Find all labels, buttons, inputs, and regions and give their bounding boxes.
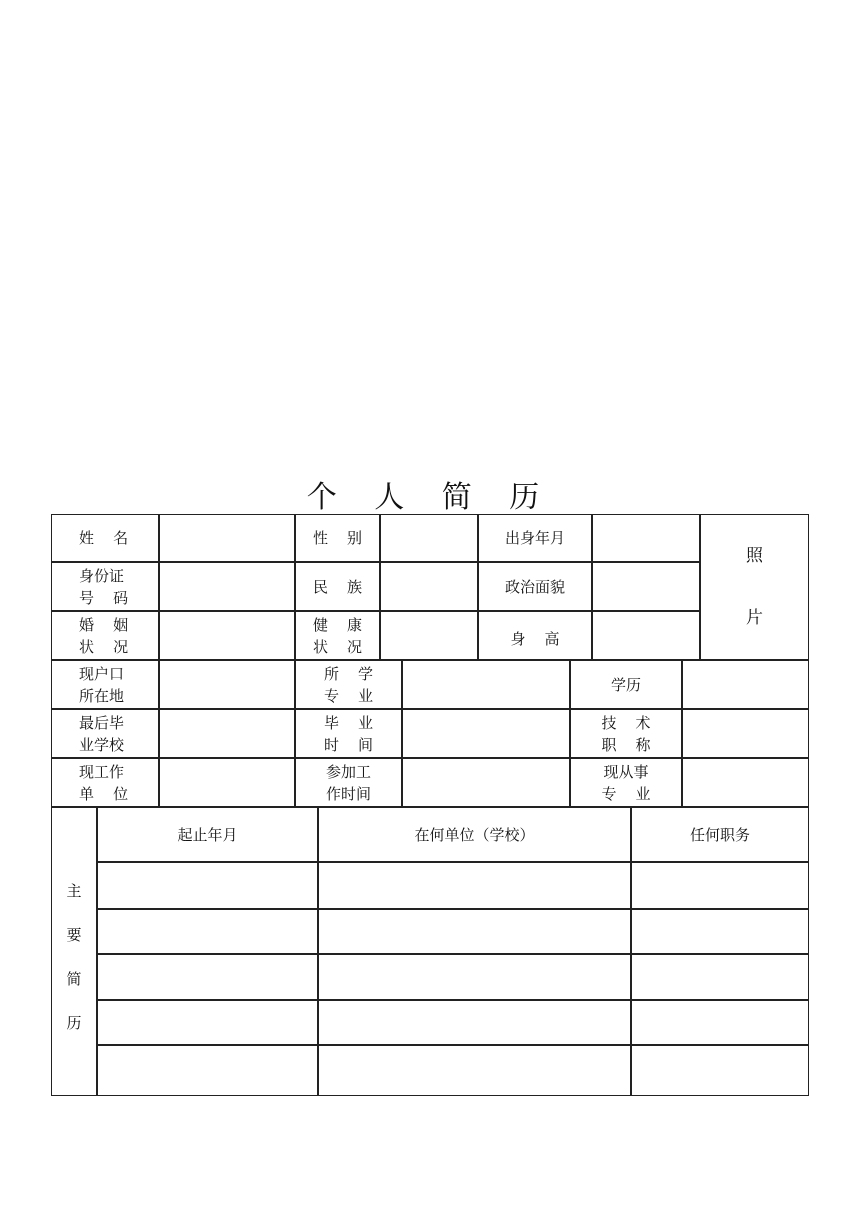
input-tech-title[interactable] <box>682 709 809 758</box>
history-side-label <box>51 807 97 1096</box>
label-grad-time <box>295 709 402 758</box>
label-text: 毕 业 时 间 <box>323 713 374 754</box>
label-text: 最后毕 业学校 <box>79 713 125 754</box>
label-residence <box>51 660 159 709</box>
label-text: 出身年月 <box>504 529 565 547</box>
label-text: 身份证 号 码 <box>79 566 129 607</box>
history-cell[interactable] <box>97 1000 318 1045</box>
label-text: 健 康 状 况 <box>312 615 363 656</box>
history-cell[interactable] <box>97 1045 318 1096</box>
label-profession <box>570 758 682 807</box>
history-cell[interactable] <box>318 1045 631 1096</box>
history-cell[interactable] <box>631 862 809 909</box>
label-work-start <box>295 758 402 807</box>
label-ethnicity <box>295 562 380 611</box>
label-text: 身 高 <box>510 629 560 648</box>
label-text: 婚 姻 状 况 <box>79 615 129 656</box>
label-health <box>295 611 380 660</box>
input-workplace[interactable] <box>159 758 295 807</box>
input-political[interactable] <box>592 562 700 611</box>
input-grad-time[interactable] <box>402 709 570 758</box>
label-id-number <box>51 562 159 611</box>
label-birth <box>478 514 592 562</box>
label-tech-title <box>570 709 682 758</box>
label-text: 现工作 单 位 <box>79 762 129 803</box>
input-profession[interactable] <box>682 758 809 807</box>
input-residence[interactable] <box>159 660 295 709</box>
input-marital[interactable] <box>159 611 295 660</box>
history-cell[interactable] <box>318 954 631 1000</box>
input-height[interactable] <box>592 611 700 660</box>
label-text: 任何职务 <box>689 825 750 844</box>
history-cell[interactable] <box>97 954 318 1000</box>
input-birth[interactable] <box>592 514 700 562</box>
history-cell[interactable] <box>318 909 631 954</box>
label-text: 姓 名 <box>79 529 129 547</box>
page-title: 个 人 简 历 <box>306 480 554 515</box>
history-header-unit <box>318 807 631 862</box>
history-header-position <box>631 807 809 862</box>
label-height <box>478 611 592 660</box>
history-cell[interactable] <box>631 909 809 954</box>
input-major[interactable] <box>402 660 570 709</box>
input-health[interactable] <box>380 611 478 660</box>
history-cell[interactable] <box>631 1000 809 1045</box>
label-text: 现从事 专 业 <box>601 762 651 803</box>
label-workplace <box>51 758 159 807</box>
label-text: 民 族 <box>312 577 363 596</box>
history-cell[interactable] <box>631 954 809 1000</box>
label-school <box>51 709 159 758</box>
label-text: 主 要 简 历 <box>66 881 82 1032</box>
input-name[interactable] <box>159 514 295 562</box>
label-major <box>295 660 402 709</box>
history-cell[interactable] <box>318 1000 631 1045</box>
label-text: 所 学 专 业 <box>323 664 374 705</box>
history-header-period <box>97 807 318 862</box>
label-text: 性 别 <box>312 529 363 547</box>
photo-label-bottom: 片 <box>746 608 763 628</box>
label-text: 起止年月 <box>177 825 238 844</box>
history-cell[interactable] <box>97 909 318 954</box>
input-gender[interactable] <box>380 514 478 562</box>
input-ethnicity[interactable] <box>380 562 478 611</box>
input-school[interactable] <box>159 709 295 758</box>
photo-box[interactable] <box>700 514 809 660</box>
label-education <box>570 660 682 709</box>
input-education[interactable] <box>682 660 809 709</box>
input-id-number[interactable] <box>159 562 295 611</box>
label-text: 在何单位（学校） <box>414 825 535 844</box>
label-text: 学历 <box>610 675 641 694</box>
label-political <box>478 562 592 611</box>
label-marital <box>51 611 159 660</box>
label-text: 现户口 所在地 <box>79 664 125 705</box>
label-text: 技 术 职 称 <box>601 713 651 754</box>
label-text: 参加工 作时间 <box>325 762 371 803</box>
history-cell[interactable] <box>318 862 631 909</box>
history-cell[interactable] <box>631 1045 809 1096</box>
label-gender <box>295 514 380 562</box>
label-text: 政治面貌 <box>504 577 565 596</box>
input-work-start[interactable] <box>402 758 570 807</box>
photo-label-top: 照 <box>746 546 763 566</box>
label-name <box>51 514 159 562</box>
history-cell[interactable] <box>97 862 318 909</box>
